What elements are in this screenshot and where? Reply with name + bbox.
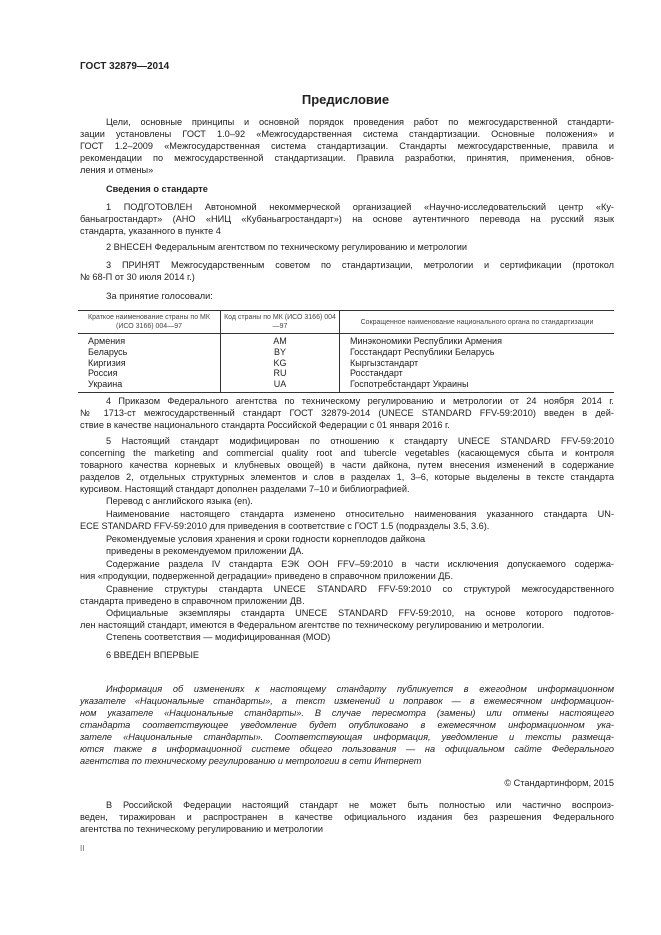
text-line: ГОСТ 1.2–2009 «Межгосударственная система стандартизации. Стандарты межгосударственные, правила и	[80, 141, 614, 151]
standards-body: Госстандарт Республики Беларусь	[340, 347, 615, 358]
text-line: 2 ВНЕСЕН Федеральным агентством по техническому регулированию и метрологии	[106, 242, 468, 252]
text-line: 3 ПРИНЯТ Межгосударственным советом по стандартизации, метрологии и сертификации (протокол	[106, 260, 614, 270]
text-line: 5 Настоящий стандарт модифицирован по отношению к стандарту UNECE STANDARD FFV-59:2010	[106, 436, 614, 446]
text-line: Степень соответствия — модифицированная (MOD)	[106, 632, 331, 642]
standards-body: Минэкономики Республики Армения	[340, 334, 615, 347]
country-code: AM	[221, 334, 340, 347]
voting-table	[78, 310, 614, 393]
text-line: агентства по техническому регулированию и метрологии в сети Интернет	[80, 756, 422, 766]
table-header: Сокращенное наименование национального органа по стандартизации	[340, 311, 615, 334]
country-name: Беларусь	[88, 346, 128, 357]
text-line: веден, тиражирован и распространен в качестве официального издания без разрешения Федерального	[80, 812, 614, 822]
text-line: разделов 2, отдельных структурных элементов и слов в разделах 1, 3–6, которые выделены в тексте стандарта	[80, 472, 614, 482]
text-line: стандарта приведено в справочном приложении ДВ.	[80, 596, 305, 606]
text-line: 6 ВВЕДЕН ВПЕРВЫЕ	[106, 650, 199, 660]
text-line: 1 ПОДГОТОВЛЕН Автономной некоммерческой организацией «Научно-исследовательский центр «Ку-	[106, 202, 614, 212]
text-line: товарного качества корневых и клубневых овощей) в части дайкона, путем внесения изменений в содержание	[80, 460, 614, 470]
text-line: Перевод с английского языка (en).	[106, 496, 253, 506]
text-line: Сравнение структуры стандарта UNECE STANDARD FFV-59:2010 со структурой межгосударственного	[106, 584, 614, 594]
country-code: BY	[221, 347, 340, 358]
text-line: Наименование настоящего стандарта изменено относительно наименования указанного стандарта UN-	[106, 509, 614, 519]
text-line: зации установлены ГОСТ 1.0–92 «Межгосударственная система стандартизации. Основные положения» и	[80, 129, 614, 139]
text-line: © Стандартинформ, 2015	[504, 778, 614, 788]
text-line: За принятие голосовали:	[106, 291, 213, 301]
text-line: стандарта соответствующее уведомление будет опубликовано в ежемесячном информационном ука-	[80, 720, 614, 730]
country-name: Киргизия	[88, 357, 126, 368]
text-line: В Российской Федерации настоящий стандарт не может быть полностью или частично воспроиз-	[106, 800, 614, 810]
text-line: указателе «Национальные стандарты», а текст изменений и поправок — в ежемесячном информацион-	[80, 696, 614, 706]
table-row	[78, 368, 614, 379]
page-number: II	[80, 844, 85, 853]
text-line: стандарта, указанного в пункте 4	[80, 226, 221, 236]
text-line: ECE STANDARD FFV-59:2010 для приведения в соответствие с ГОСТ 1.5 (подразделы 3.5, 3.6).	[80, 521, 490, 531]
text-line: зателе «Национальные стандарты». Соответствующая информация, уведомление и тексты размеща-	[80, 732, 614, 742]
standards-body: Росстандарт	[340, 368, 615, 379]
country-code: UA	[221, 379, 340, 392]
text-line: ются также в информационной системе общего пользования — на официальном сайте Федерального	[80, 744, 614, 754]
text-line: ления и отмены»	[80, 165, 154, 175]
text-line: 4 Приказом Федерального агентства по техническому регулированию и метрологии от 24 ноября 2014 г.	[106, 396, 614, 406]
text-line: Цели, основные принципы и основной порядок проведения работ по межгосударственной стандарти-	[106, 117, 614, 127]
country-code: RU	[221, 368, 340, 379]
document-number: ГОСТ 32879—2014	[80, 61, 170, 72]
text-line: Рекомендуемые условия хранения и сроки годности корнеплодов дайкона	[106, 534, 426, 544]
text-line: Сведения о стандарте	[106, 184, 208, 194]
table-row	[78, 379, 614, 392]
text-line: concerning the marketing and commercial quality root and tubercle vegetables (касающемуся сбыта и контроля	[80, 448, 614, 458]
table-header: Краткое наименование страны по МК (ИСО 3166) 004—97	[78, 311, 221, 334]
country-name: Россия	[88, 368, 118, 379]
table-header-row	[78, 311, 614, 334]
table-row	[78, 334, 614, 347]
text-line: № 68-П от 30 июля 2014 г.)	[80, 272, 195, 282]
standards-body: Кыргызстандарт	[340, 358, 615, 369]
text-line: приведены в рекомендуемом приложении ДА.	[106, 546, 304, 556]
text-line: Содержание раздела IV стандарта ЕЭК ООН FFV–59:2010 в части исключения допускаемого содержа-	[106, 559, 614, 569]
text-line: Информация об изменениях к настоящему стандарту публикуется в ежегодном информационном	[106, 684, 614, 694]
text-line: курсивом. Настоящий стандарт дополнен разделами 7–10 и библиографией.	[80, 484, 410, 494]
text-line: ствие в качестве национального стандарта Российской Федерации с 01 января 2016 г.	[80, 420, 450, 430]
table-row	[78, 358, 614, 369]
text-line: лен настоящий стандарт, имеются в Федеральном агентстве по техническому регулированию и метрологии.	[80, 620, 545, 630]
text-line: баньагростандарт» (АНО «НИЦ «Кубаньагростандарт») на основе аутентичного перевода на русский язык	[80, 214, 614, 224]
country-name: Армения	[88, 336, 126, 346]
standards-body: Госпотребстандарт Украины	[340, 379, 615, 392]
text-line: ния «продукции, подверженной деградации» приведено в справочном приложении ДБ.	[80, 571, 454, 581]
page-title: Предисловие	[301, 92, 390, 107]
country-name: Украина	[78, 379, 221, 392]
country-code: KG	[221, 358, 340, 369]
text-line: рекомендации по межгосударственной стандартизации. Правила разработки, принятия, применения, обнов-	[80, 153, 614, 163]
text-line: № 1713-ст межгосударственный стандарт ГОСТ 32879-2014 (UNECE STANDARD FFV-59:2010) введен в дей-	[80, 408, 614, 418]
text-line: ном указателе «Национальные стандарты». В случае пересмотра (замены) или отмены настоящего	[80, 708, 614, 718]
text-line: Официальные экземпляры стандарта UNECE STANDARD FFV-59:2010, на основе которого подготов-	[106, 608, 614, 618]
table-row	[78, 347, 614, 358]
table-header: Код страны по МК (ИСО 3166) 004—97	[221, 311, 340, 334]
text-line: агентства по техническому регулированию и метрологии	[80, 824, 323, 834]
